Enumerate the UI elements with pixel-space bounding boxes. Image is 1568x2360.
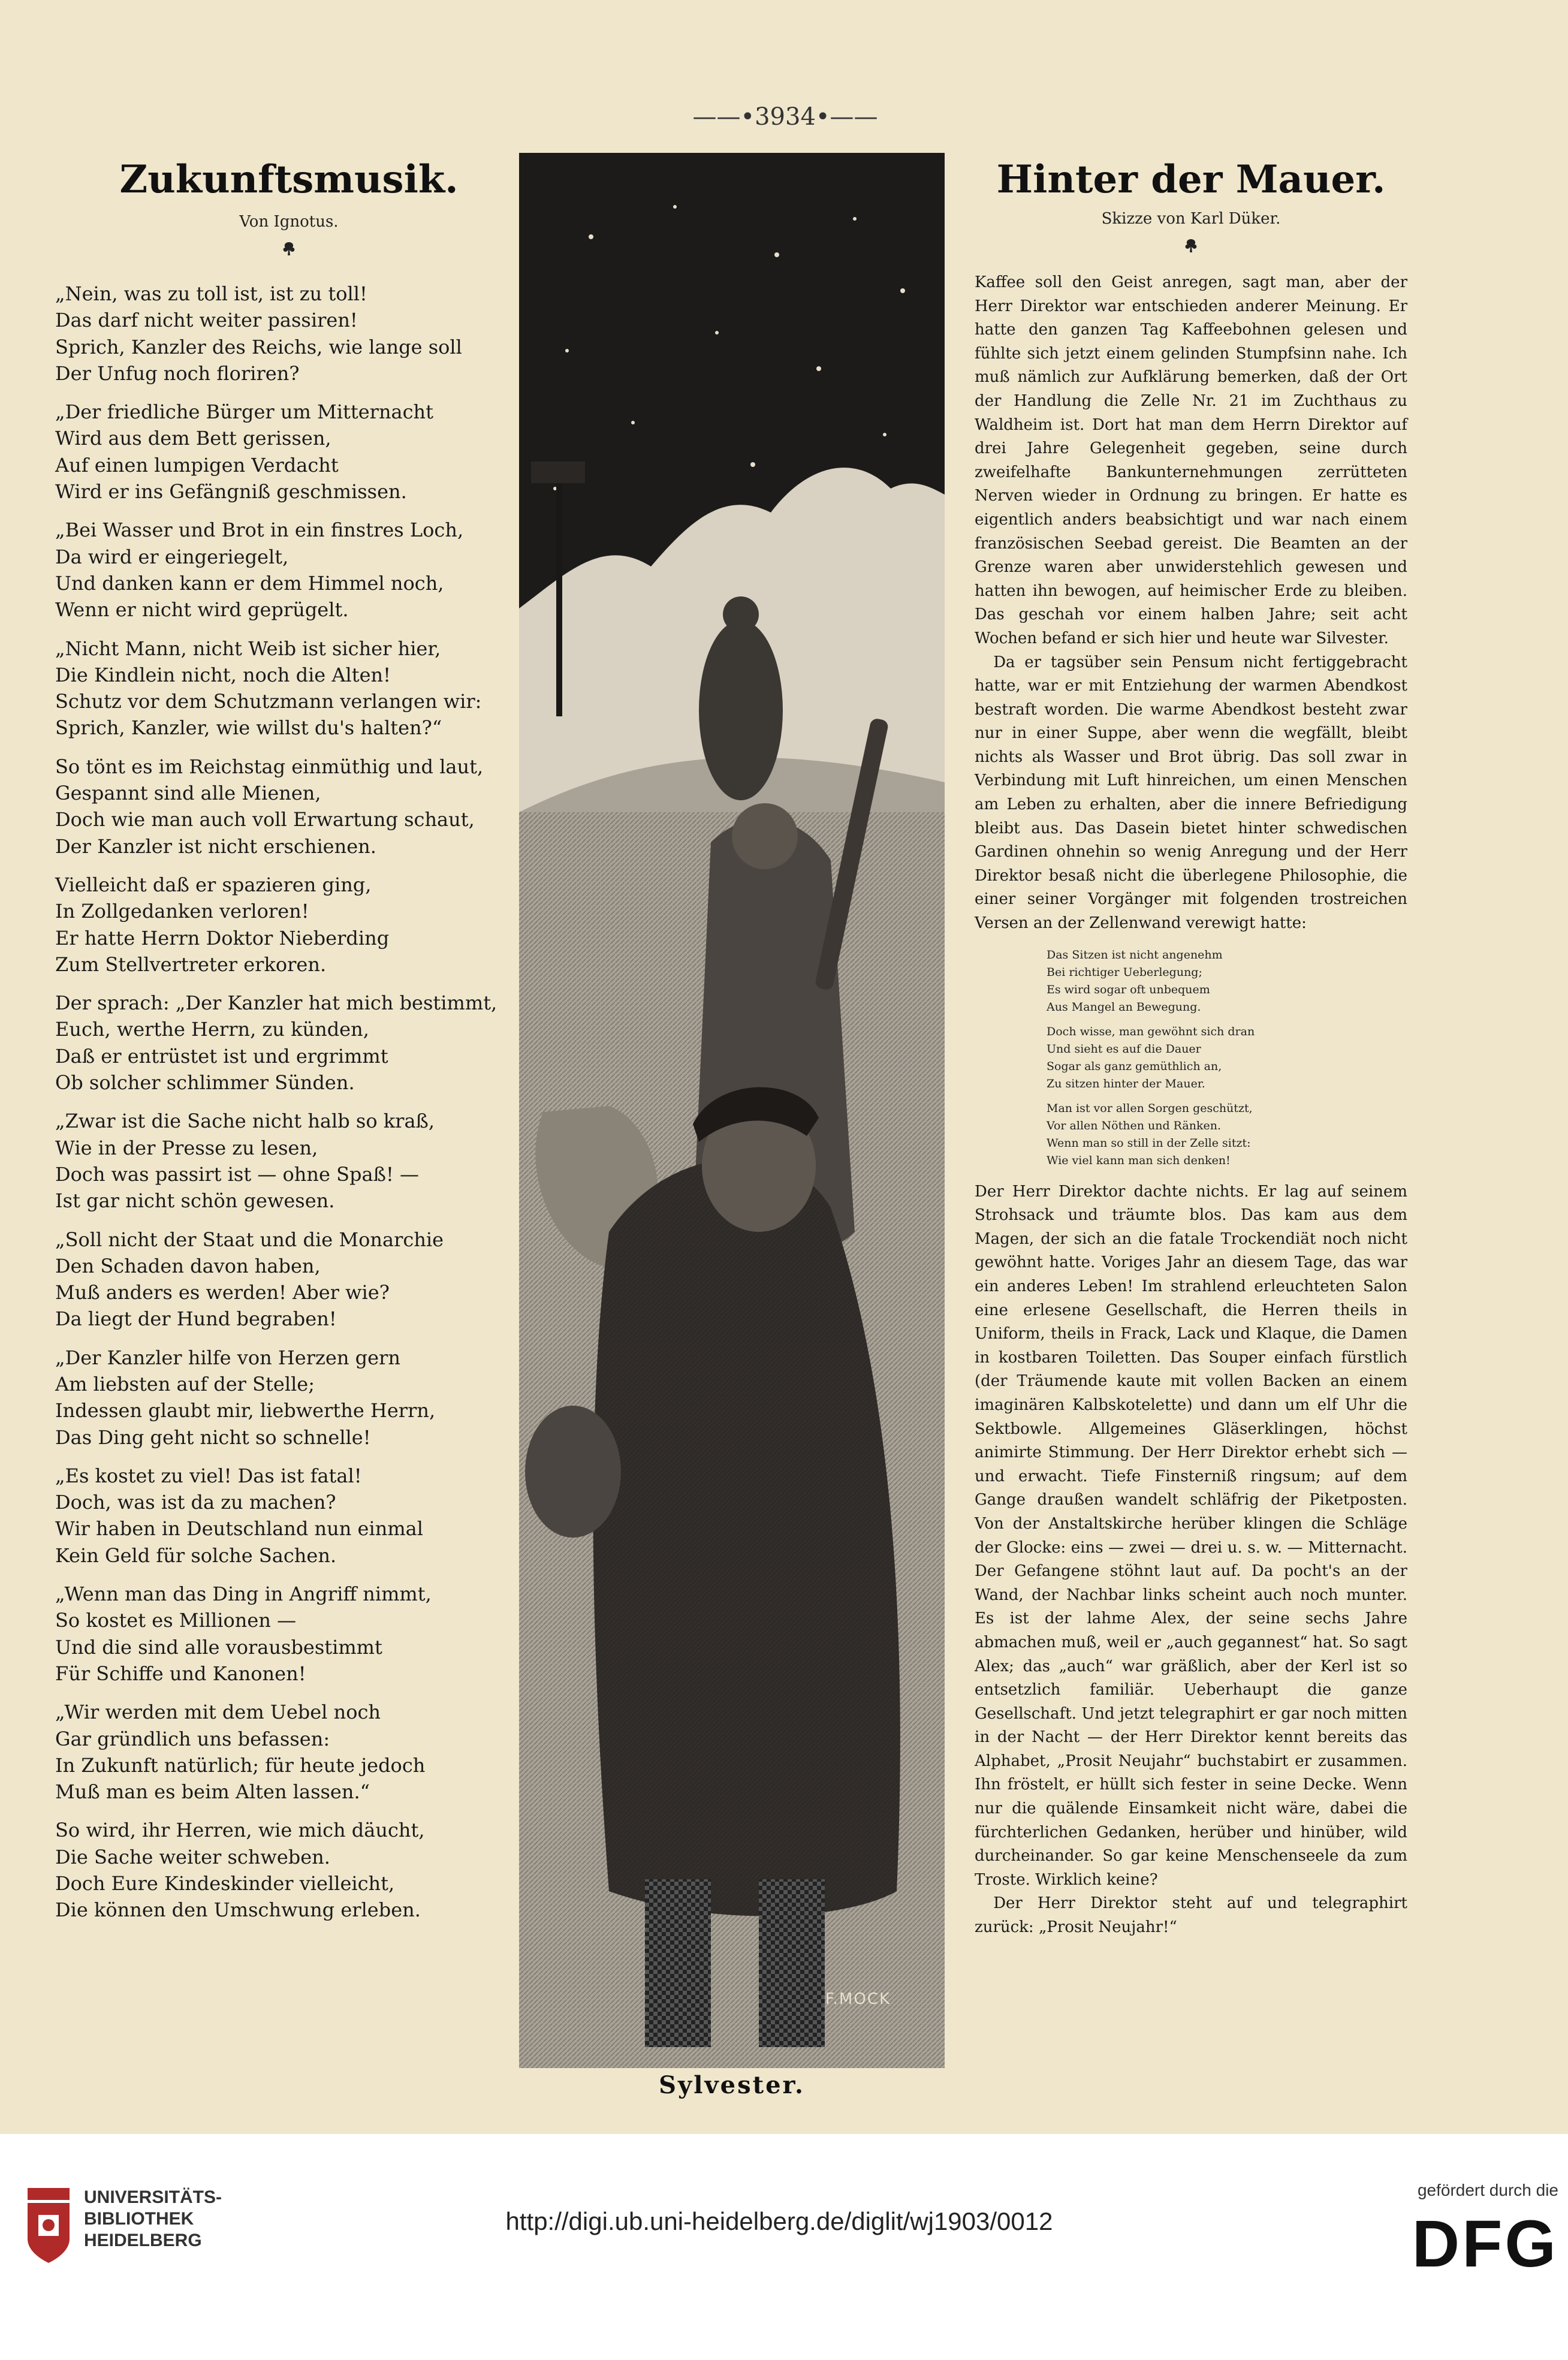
poem-line: In Zollgedanken verloren!	[55, 900, 309, 923]
poem-line: Wie in der Presse zu lesen,	[55, 1136, 318, 1159]
poem-line: Wird aus dem Bett gerissen,	[55, 427, 331, 450]
article-paragraph: Der Herr Direktor steht auf und telegraphirt zurück: „Prosit Neujahr!“	[975, 1894, 1407, 1937]
poem-line: Die Sache weiter schweben.	[55, 1845, 330, 1868]
poem-line: Muß anders es werden! Aber wie?	[55, 1281, 390, 1304]
article-paragraph: Da er tagsüber sein Pensum nicht fertiggebracht hatte, war er mit Entziehung der warmen Abendkost bestraft worden. Die warme Abendkost besteht zwar nur in einer Suppe, aber wenn die wegfällt, bleibt nichts als Wasser und Brot übrig. Das soll zwar in Verbindung mit Luft hinreichen, um einen Menschen am Leben zu erhalten, aber die innere Befriedigung bleibt aus. Das Dasein bietet hinter schwedischen Gardinen ohnehin so wenig Anregung und der Herr Direktor besaß nicht die überlegene Philosophie, die einer seiner Vorgänger mit folgenden trostreichen Versen an der Zellenwand verewigt hatte:	[975, 653, 1407, 933]
verse-line: Zu sitzen hinter der Mauer.	[1047, 1077, 1205, 1090]
illustration-drawing	[519, 153, 945, 2068]
poem-line: Die Kindlein nicht, noch die Alten!	[55, 663, 391, 686]
article-paragraph: Der Herr Direktor dachte nichts. Er lag auf seinem Strohsack und träumte blos. Das kam aus dem Magen, der sich an die fatale Trockendiät noch nicht gewöhnt hatte. Voriges Jahr an diesem Tage, das war ein anderes Leben! Im strahlend erleuchteten Salon eine erlesene Gesellschaft, die Herren theils in Uniform, theils in Frack, Lack und Klaque, die Damen in kostbaren Toiletten. Das Souper einfach fürstlich (der Träumende kaute mit vollen Backen an einem imaginären Kalbskotelette) und dann um elf Uhr die Sektbowle. Allgemeines Gläserklingen, höchst animirte Stimmung. Der Herr Direktor erhebt sich — und erwacht. Tiefe Finsterniß ringsum; auf dem Gange draußen wandelt schläfrig der Piketposten. Von der Anstaltskirche herüber klingen die Schläge der Glocke: eins — zwei — drei u. s. w. — Mitternacht. Der Gefangene stöhnt laut auf. Da pocht's an der Wand, der Nachbar links scheint auch noch munter. Es ist der lahme Alex, der seine sechs Jahre abmachen muß, weil er „auch gegannest“ hat. So sagt Alex; das „auch“ war gräßlich, aber der Kerl ist so entsetzlich familiär. Ueberhaupt die ganze Gesellschaft. Und jetzt telegraphirt er gar noch mitten in der Nacht — der Herr Direktor kennt bereits das Alphabet, „Prosit Neujahr“ buchstabirt er zusammen. Ihn fröstelt, er hüllt sich fester in seine Decke. Wenn nur die quälende Einsamkeit nicht wäre, dabei die fürchterlichen Gedanken, herüber und hinüber, wild durcheinander. So gar keine Menschenseele da zum Troste. Wirklich keine?	[975, 1182, 1407, 1889]
poem-line: Die können den Umschwung erleben.	[55, 1898, 421, 1922]
poem-line: Doch wie man auch voll Erwartung schaut,	[55, 808, 475, 831]
poem-line: Sprich, Kanzler, wie willst du's halten?“	[55, 716, 442, 740]
poem-stanza	[55, 1226, 523, 1333]
poem-line: Doch, was ist da zu machen?	[55, 1491, 336, 1514]
institution-name	[84, 2187, 222, 2252]
poem-line: Euch, werthe Herrn, zu künden,	[55, 1018, 369, 1041]
university-seal-icon	[22, 2182, 76, 2266]
poem-stanza	[55, 399, 523, 505]
illustration-caption: Sylvester.	[659, 2071, 805, 2099]
poem-line: „Nicht Mann, nicht Weib ist sicher hier,	[55, 637, 441, 660]
poem-line: „Es kostet zu viel! Das ist fatal!	[55, 1464, 362, 1487]
poem-line: Den Schaden davon haben,	[55, 1254, 321, 1277]
poem-line: In Zukunft natürlich; für heute jedoch	[55, 1753, 426, 1777]
poem-line: So wird, ihr Herren, wie mich däucht,	[55, 1819, 425, 1842]
ornament-icon	[1182, 237, 1200, 255]
poem-line: So tönt es im Reichstag einmüthig und laut,	[55, 755, 484, 778]
poem-line: Zum Stellvertreter erkoren.	[55, 953, 327, 976]
poem-line: Für Schiffe und Kanonen!	[55, 1662, 306, 1685]
footer	[0, 2134, 1568, 2360]
poem-line: Der Unfug noch floriren?	[55, 361, 300, 385]
verse-line: Sogar als ganz gemüthlich an,	[1047, 1059, 1222, 1073]
poem-line: Vielleicht daß er spazieren ging,	[55, 873, 372, 896]
poem-stanza	[55, 635, 523, 742]
poem-line: Das darf nicht weiter passiren!	[55, 309, 358, 332]
poem-line: Daß er entrüstet ist und ergrimmt	[55, 1044, 388, 1068]
poem-stanza	[55, 990, 523, 1096]
poem-stanza	[55, 1108, 523, 1214]
poem-stanza	[55, 1463, 523, 1569]
poem-line: Schutz vor dem Schutzmann verlangen wir:	[55, 690, 482, 713]
poem-line: Gespannt sind alle Mienen,	[55, 782, 321, 805]
verse-line: Vor allen Nöthen und Ränken.	[1047, 1119, 1222, 1132]
poem-line: Wird er ins Gefängniß geschmissen.	[55, 480, 407, 504]
poem-line: Er hatte Herrn Doktor Nieberding	[55, 926, 390, 950]
poem-line: „Zwar ist die Sache nicht halb so kraß,	[55, 1110, 435, 1133]
verse-line: Es wird sogar oft unbequem	[1047, 982, 1210, 996]
verse-stanza	[1047, 1023, 1407, 1093]
article-body	[975, 271, 1407, 1940]
poem-line: Da liegt der Hund begraben!	[55, 1307, 337, 1331]
verse-line: Man ist vor allen Sorgen geschützt,	[1047, 1101, 1253, 1115]
poem-line: „Nein, was zu toll ist, ist zu toll!	[55, 282, 367, 305]
poem-line: Gar gründlich uns befassen:	[55, 1727, 330, 1750]
institution-line: BIBLIOTHEK	[84, 2209, 194, 2229]
poem-stanza	[55, 517, 523, 623]
poem-stanza	[55, 872, 523, 978]
poem-stanza	[55, 753, 523, 860]
poem-line: Auf einen lumpigen Verdacht	[55, 453, 339, 477]
institution-line: HEIDELBERG	[84, 2231, 202, 2250]
verse-line: Und sieht es auf die Dauer	[1047, 1042, 1201, 1056]
article-title: Hinter der Mauer.	[996, 157, 1386, 202]
poem-line: Sprich, Kanzler des Reichs, wie lange soll	[55, 335, 462, 358]
poem-line: Der Kanzler ist nicht erschienen.	[55, 834, 376, 858]
poem-line: Und die sind alle vorausbestimmt	[55, 1635, 382, 1659]
page-number: ——•3934•——	[692, 103, 878, 131]
poem-stanza	[55, 1817, 523, 1923]
poem-line: „Wir werden mit dem Uebel noch	[55, 1701, 381, 1724]
poem-line: Wir haben in Deutschland nun einmal	[55, 1517, 423, 1541]
poem-line: „Wenn man das Ding in Angriff nimmt,	[55, 1583, 432, 1606]
source-url-link[interactable]: http://digi.ub.uni-heidelberg.de/diglit/wj1903/0012	[505, 2207, 1053, 2235]
verse-line: Das Sitzen ist nicht angenehm	[1047, 948, 1223, 962]
poem-line: So kostet es Millionen —	[55, 1609, 297, 1632]
funding-note: gefördert durch die	[1417, 2181, 1558, 2199]
poem-title: Zukunftsmusik.	[119, 157, 459, 202]
verse-line: Wenn man so still in der Zelle sitzt:	[1047, 1136, 1251, 1150]
poem-line: Kein Geld für solche Sachen.	[55, 1544, 337, 1567]
poem-line: Wenn er nicht wird geprügelt.	[55, 598, 349, 622]
artist-signature: F.MOCK	[825, 1990, 891, 2008]
illustration	[519, 153, 945, 2068]
poem-line: Indessen glaubt mir, liebwerthe Herrn,	[55, 1399, 436, 1422]
poem-stanza	[55, 281, 523, 387]
poem-line: Das Ding geht nicht so schnelle!	[55, 1425, 371, 1449]
poem-line: „Der friedliche Bürger um Mitternacht	[55, 400, 434, 424]
poem-line: „Soll nicht der Staat und die Monarchie	[55, 1228, 444, 1251]
poem-line: Doch Eure Kindeskinder vielleicht,	[55, 1872, 395, 1895]
poem-line: Muß man es beim Alten lassen.“	[55, 1780, 370, 1804]
poem-line: Und danken kann er dem Himmel noch,	[55, 571, 444, 595]
article-paragraph: Kaffee soll den Geist anregen, sagt man, aber der Herr Direktor war entschieden anderer Meinung. Er hatte den ganzen Tag Kaffeebohnen gelesen und fühlte sich jetzt einem gelinden Stumpfsinn nahe. Ich muß nämlich zur Aufklärung bemerken, daß der Ort der Handlung die Zelle Nr. 21 im Zuchthaus zu Waldheim ist. Dort hat man dem Herrn Direktor auf drei Jahre Gelegenheit gegeben, seine durch zweifelhafte Bankunternehmungen zerrütteten Nerven wieder in Ordnung zu bringen. Er hatte es eigentlich anders beabsichtigt und war nach einem französischen Seebad gereist. Die Beamten an der Grenze waren aber unwiderstehlich gewesen und hatten ihn bewogen, auf heimischer Erde zu bleiben. Das geschah vor einem halben Jahre; seit acht Wochen befand er sich hier und heute war Silvester.	[975, 273, 1407, 647]
verse-line: Aus Mangel an Bewegung.	[1047, 1000, 1201, 1014]
poem-line: Doch was passirt ist — ohne Spaß! —	[55, 1162, 419, 1186]
poem-stanza	[55, 1699, 523, 1805]
ornament-icon	[280, 240, 298, 258]
article-byline: Skizze von Karl Düker.	[1101, 210, 1281, 228]
poem-line: Der sprach: „Der Kanzler hat mich bestimmt,	[55, 991, 497, 1015]
poem-stanza	[55, 1581, 523, 1687]
dfg-logo: DFG	[1412, 2207, 1558, 2281]
verse-stanza	[1047, 947, 1407, 1016]
page-number-value: 3934	[755, 103, 816, 131]
verse-line: Doch wisse, man gewöhnt sich dran	[1047, 1024, 1255, 1038]
poem-line: Ist gar nicht schön gewesen.	[55, 1189, 335, 1213]
poem-line: „Der Kanzler hilfe von Herzen gern	[55, 1346, 400, 1369]
verse-line: Bei richtiger Ueberlegung;	[1047, 965, 1202, 979]
poem-stanza	[55, 1345, 523, 1451]
inset-verse	[1047, 947, 1407, 1170]
institution-line: UNIVERSITÄTS-	[84, 2187, 222, 2207]
poem-line: Ob solcher schlimmer Sünden.	[55, 1071, 355, 1095]
poem-line: Am liebsten auf der Stelle;	[55, 1372, 315, 1395]
poem-line: „Bei Wasser und Brot in ein finstres Loch,	[55, 519, 464, 542]
poem-body	[55, 281, 523, 1936]
verse-line: Wie viel kann man sich denken!	[1047, 1153, 1231, 1167]
verse-stanza	[1047, 1100, 1407, 1170]
poem-line: Da wird er eingeriegelt,	[55, 545, 289, 568]
poem-byline: Von Ignotus.	[239, 213, 339, 231]
